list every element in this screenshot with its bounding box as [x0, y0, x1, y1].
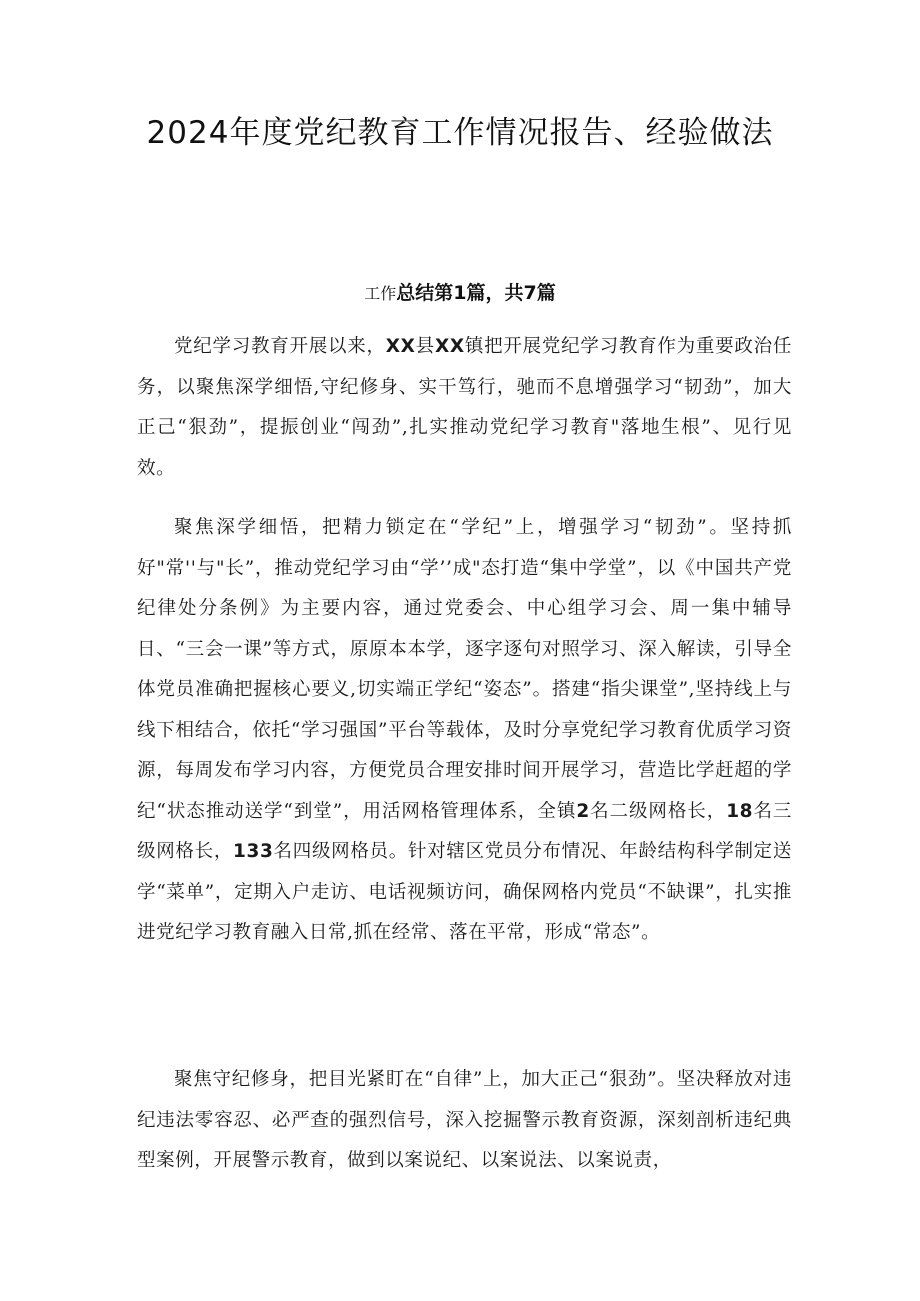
bold-number: 18 [726, 800, 754, 822]
paragraph-2 [137, 508, 792, 954]
bold-number: XX [434, 336, 465, 357]
subtitle-prefix: 工作 [364, 284, 397, 303]
subtitle-main: 总结第1篇，共7篇 [396, 282, 556, 304]
paragraph-text: 名三级网格长， [137, 800, 793, 862]
paragraph-text: 县 [415, 336, 435, 357]
bold-number: 133 [233, 841, 274, 862]
paragraph-text: 名二级网格长， [589, 800, 727, 822]
bold-number: XX [385, 336, 416, 357]
paragraph-text: 镇把开展党纪学习教育作为重要政治任务，以聚焦深学细悟,守纪修身、实干笃行，驰而不息增强学习“韧劲”，加大正己“狠劲”，提振创业“闯劲”,扎实推动党纪学习教育"落地生根”、见行见效。 [137, 336, 793, 479]
document-subtitle [120, 279, 800, 308]
paragraph-1 [137, 327, 792, 489]
paragraph-3 [137, 1060, 792, 1182]
paragraph-text: 党纪学习教育开展以来， [174, 336, 386, 357]
paragraph-text: 名四级网格员。针对辖区党员分布情况、年龄结构科学制定送学“菜单”，定期入户走访、电话视频访问，确保网格内党员“不缺课”，扎实推进党纪学习教育融入日常,抓在经常、落在平常，形成“常态”。 [137, 841, 792, 943]
paragraph-text: 聚焦守纪修身，把目光紧盯在“自律”上，加大正己“狠劲”。坚决释放对违纪违法零容忍、必严查的强烈信号，深入挖掘警示教育资源，深刻剖析违纪典型案例，开展警示教育，做到以案说纪、以案说法、以案说责， [137, 1069, 792, 1171]
paragraph-text: 聚焦深学细悟，把精力锁定在“学纪”上，增强学习“韧劲”。坚持抓好"常''与"长”，推动党纪学习由“学’’成"态打造“集中学堂”，以《中国共产党纪律处分条例》为主要内容，通过党委会、中心组学习会、周一集中辅导日、“三会一课”等方式，原原本本学，逐字逐句对照学习、深入解读，引导全体党员准确把握核心要义,切实端正学纪“姿态”。搭建“指尖课堂”,坚持线上与线下相结合，依托“学习强国”平台等载体，及时分享党纪学习教育优质学习资源，每周发布学习内容，方便党员合理安排时间开展学习，营造比学赶超的学纪“状态推动送学“到堂”，用活网格管理体系，全镇 [137, 517, 792, 822]
bold-number: 2 [576, 800, 590, 822]
document-title: 2024年度党纪教育工作情况报告、经验做法 [146, 115, 774, 151]
